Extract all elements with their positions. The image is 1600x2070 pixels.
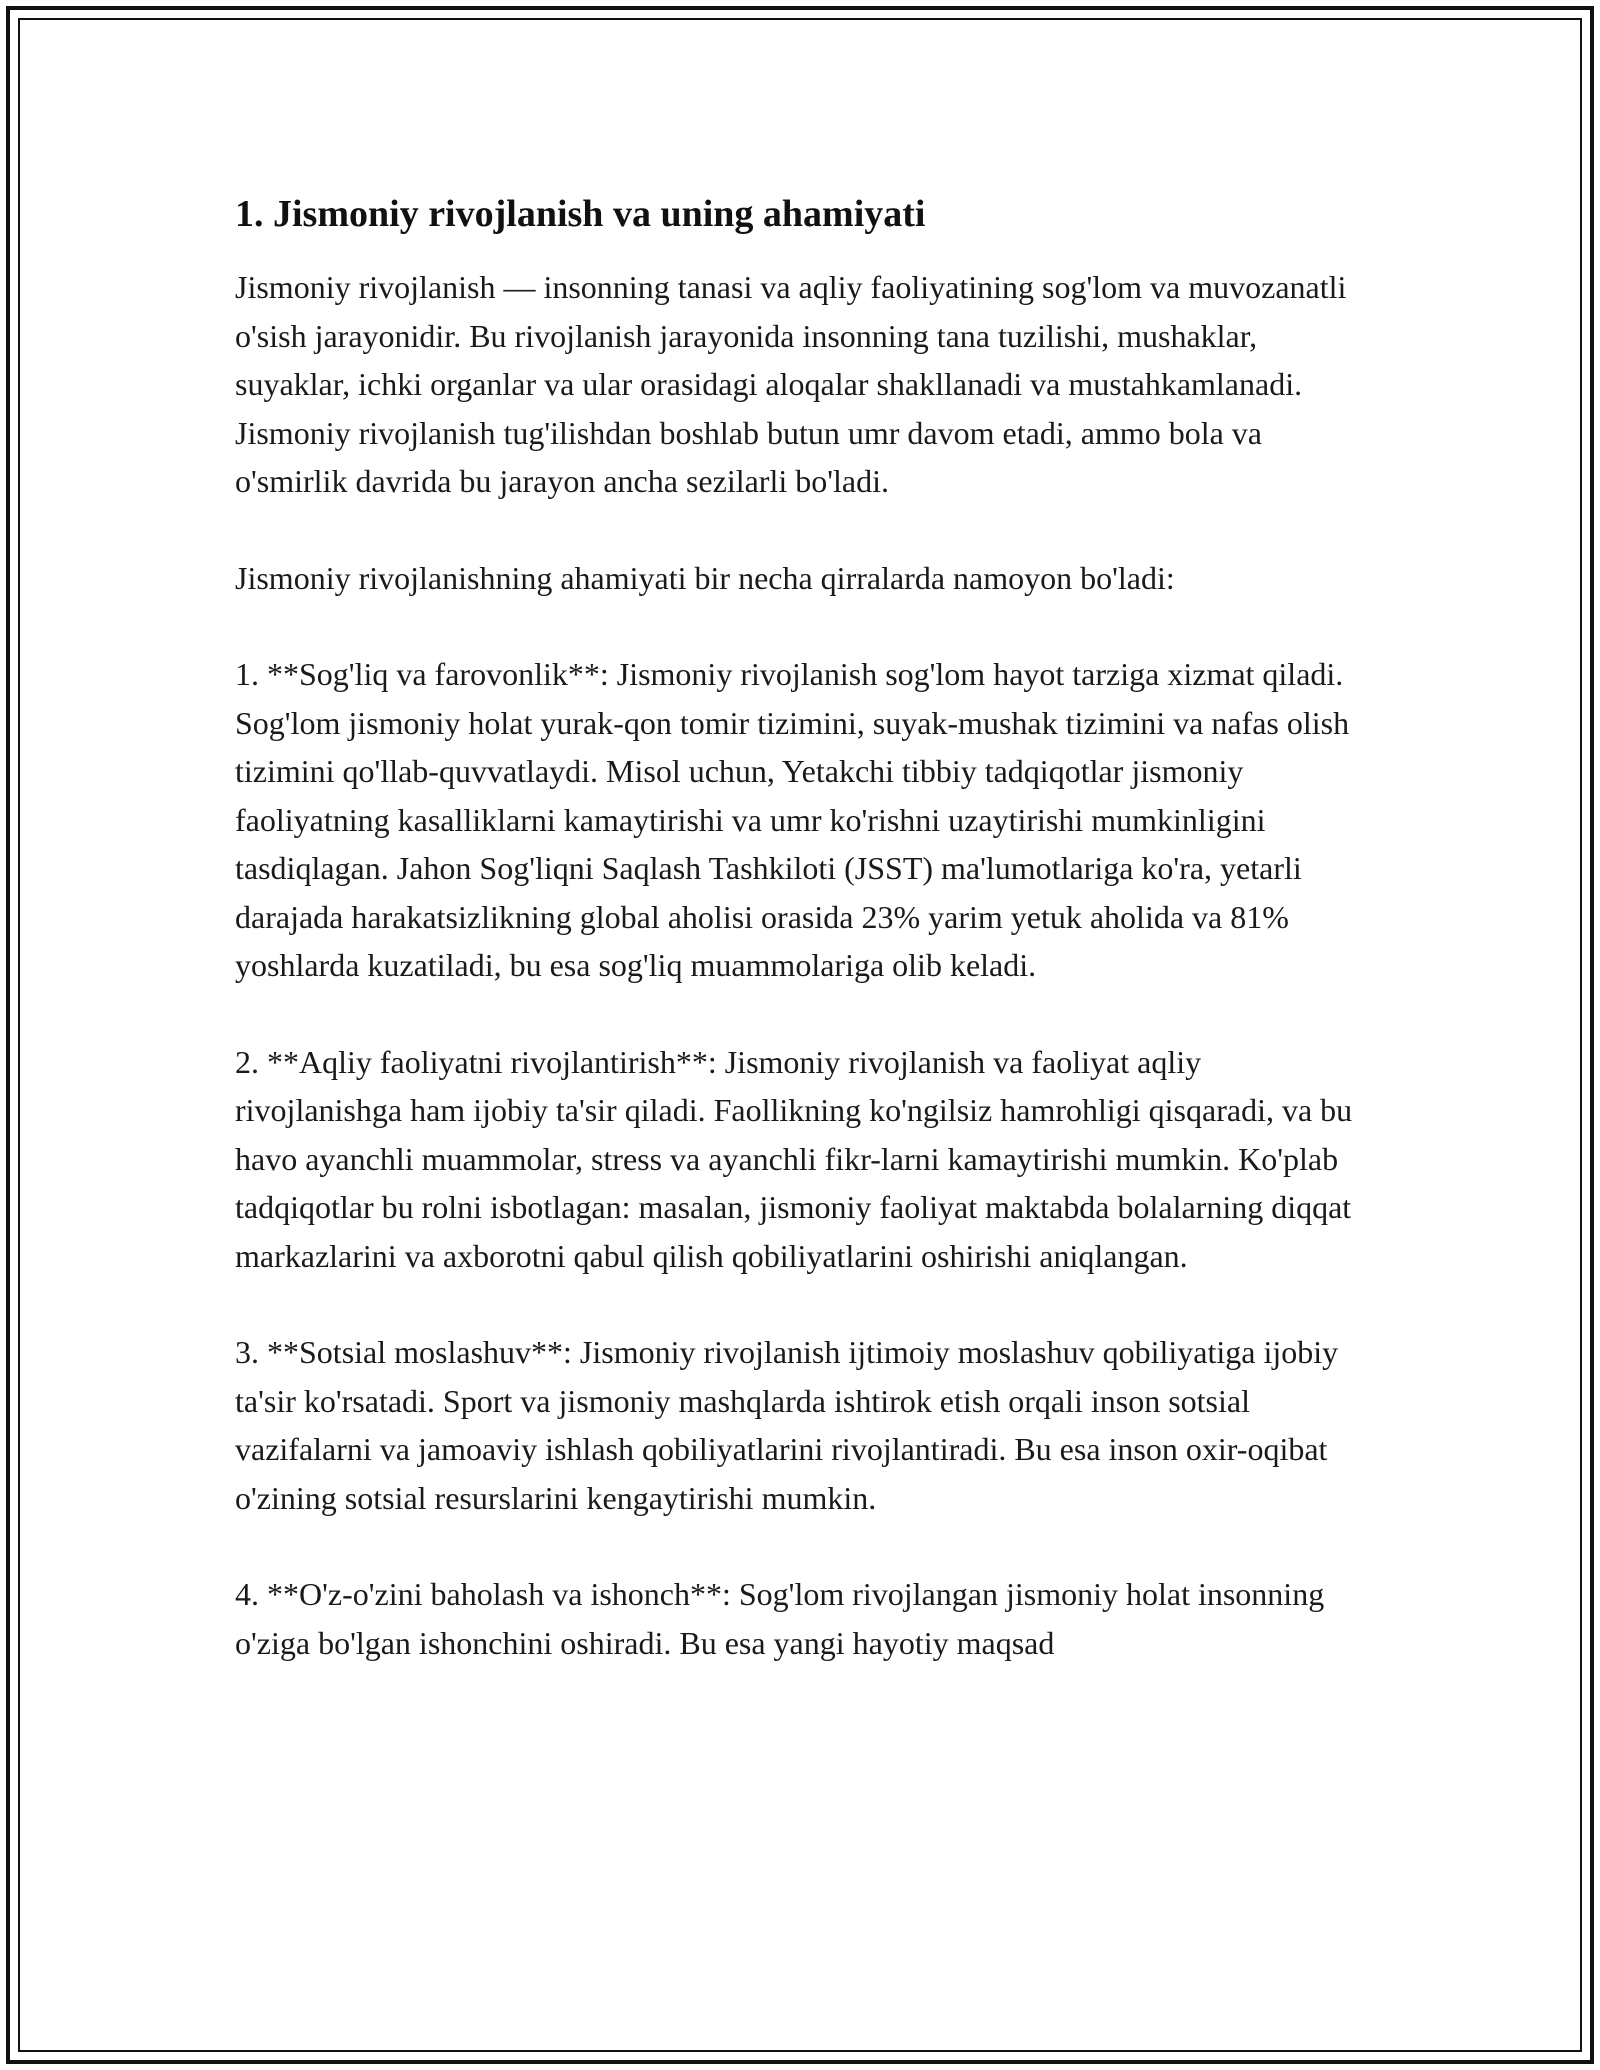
paragraph-point-mental: 2. **Aqliy faoliyatni rivojlantirish**: Jismoniy rivojlanish va faoliyat aqliy rivojlanishga ham ijobiy ta'sir qiladi. Faollikning ko'ngilsiz hamrohligi qisqaradi, va bu havo ayanchli muammolar, stress va ayanchli fikr-larni kamaytirishi mumkin. Ko'plab tadqiqotlar bu rolni isbotlagan: masalan, jismoniy faoliyat maktabda bolalarning diqqat markazlarini va axborotni qabul qilish qobiliyatlarini oshirishi aniqlangan. <box>235 1043 1353 1274</box>
document-body <box>235 188 1365 1667</box>
paragraph-point-confidence: 4. **O'z-o'zini baholash va ishonch**: Sog'lom rivojlangan jismoniy holat insonning o'ziga bo'lgan ishonchini oshiradi. Bu esa yangi hayotiy maqsad <box>235 1576 1325 1661</box>
paragraph-point-social: 3. **Sotsial moslashuv**: Jismoniy rivojlanish ijtimoiy moslashuv qobiliyatiga ijobiy ta'sir ko'rsatadi. Sport va jismoniy mashqlarda ishtirok etish orqali inson sotsial vazifalarni va jamoaviy ishlash qobiliyatlarini rivojlantiradi. Bu esa inson oxir-oqibat o'zining sotsial resurslarini kengaytirishi mumkin. <box>235 1334 1339 1516</box>
paragraph-point-health: 1. **Sog'liq va farovonlik**: Jismoniy rivojlanish sog'lom hayot tarziga xizmat qiladi. Sog'lom jismoniy holat yurak-qon tomir tizimini, suyak-mushak tizimini va nafas olish tizimini qo'llab-quvvatlaydi. Misol uchun, Yetakchi tibbiy tadqiqotlar jismoniy faoliyatning kasalliklarni kamaytirishi va umr ko'rishni uzaytirishi mumkinligini tasdiqlagan. Jahon Sog'liqni Saqlash Tashkiloti (JSST) ma'lumotlariga ko'ra, yetarli darajada harakatsizlikning global aholisi orasida 23% yarim yetuk aholida va 81% yoshlarda kuzatiladi, bu esa sog'liq muammolariga olib keladi. <box>235 656 1350 983</box>
paragraph-intro: Jismoniy rivojlanish — insonning tanasi va aqliy faoliyatining sog'lom va muvozanatli o'sish jarayonidir. Bu rivojlanish jarayonida insonning tana tuzilishi, mushaklar, suyaklar, ichki organlar va ular orasidagi aloqalar shakllanadi va mustahkamlanadi. Jismoniy rivojlanish tug'ilishdan boshlab butun umr davom etadi, ammo bola va o'smirlik davrida bu jarayon ancha sezilarli bo'ladi. <box>235 269 1347 499</box>
section-title: 1. Jismoniy rivojlanish va uning ahamiyati <box>235 193 926 235</box>
paragraph-lead-in: Jismoniy rivojlanishning ahamiyati bir necha qirralarda namoyon bo'ladi: <box>235 559 1175 596</box>
